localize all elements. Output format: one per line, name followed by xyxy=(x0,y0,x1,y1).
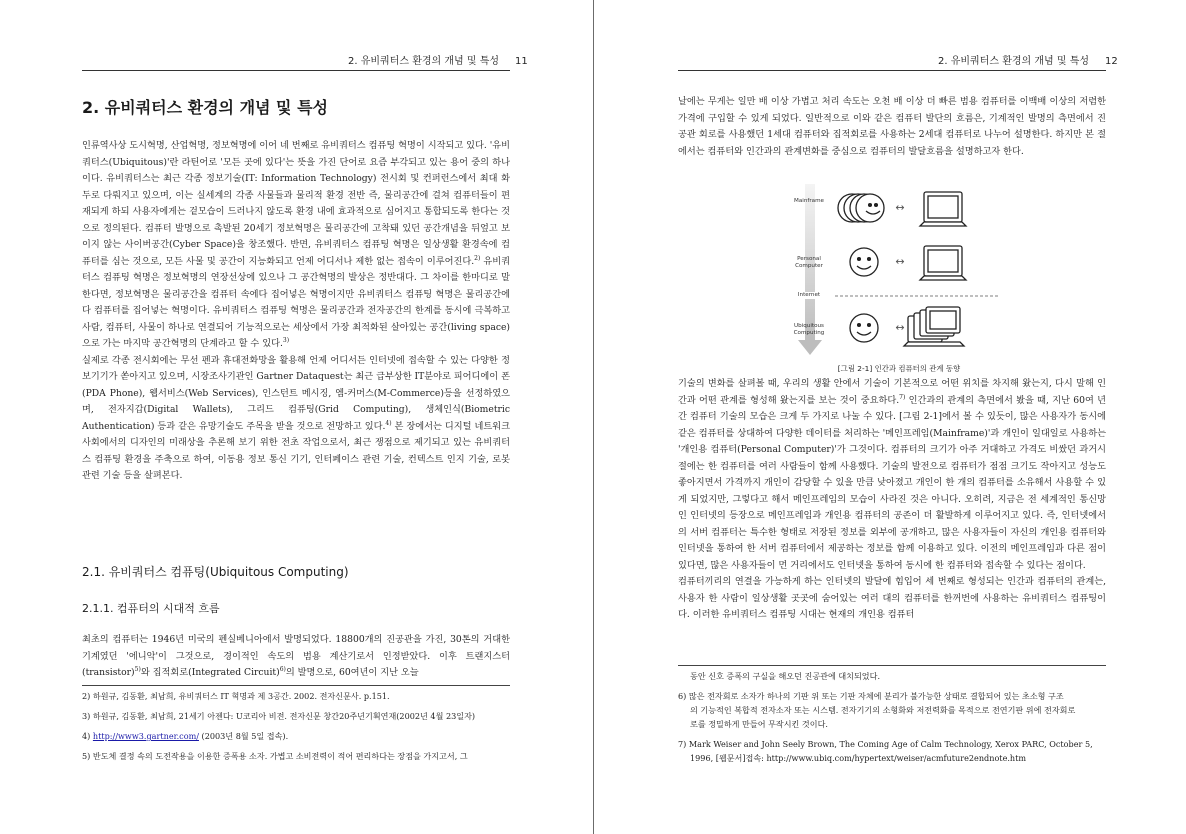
footnote-6-line2: 의 기능적인 복합적 전자소자 또는 시스템. 전자기기의 소형화와 저전력화를 목적으로 전연기판 위에 전자회로 xyxy=(690,705,1076,715)
footnote-ref[interactable]: 6) xyxy=(279,665,286,673)
figure-caption: [그림 2-1] 인간과 컴퓨터의 관계 동향 xyxy=(837,364,961,373)
intro-paragraph: 인류역사상 도시혁명, 산업혁명, 정보혁명에 이어 네 번째로 유비쿼터스 컴퓨팅 혁명이 시작되고 있다. '유비쿼터스(Ubiquitous)'란 라틴어로 '모든 곳에 있다'는 뜻을 가진 단어로 요즘 부각되고 있는 용어 중의 하나이다. 유비쿼터스는 최근 각종 정보기술(IT: Information Technology) 전시회 및 컨퍼런스에서 최대 화두로 다뤄지고 있으며, 이는 실세계의 각종 사물들과 물리적 환경 전반 즉, 물리공간에 걸쳐 컴퓨터들이 편재되게 하되 사용자에게는 겉모습이 드러나지 않도록 환경 내에 효과적으로 심어지고 통합되도록 한다는 것으로 정의된다. 컴퓨터 발명으로 촉발된 20세기 정보혁명은 물리공간에 고착돼 있던 공간개념을 뒤엎고 보이지 않는 사이버공간(Cyber Space)을 창조했다. 반면, 유비쿼터스 컴퓨팅 혁명은 일상생활 환경속에 컴퓨터를 심는 것으로, 모든 사물 및 공간이 지능화되고 언제 어디서나 제한 없는 접속이 이루어진다.$^{2)}$ 유비쿼터스 컴퓨팅 혁명은 정보혁명의 연장선상에 있으나 그 공간혁명의 발상은 정반대다. 그 차이를 한마디로 말한다면, 정보혁명은 물리공간을 컴퓨터 속에다 집어넣은 혁명이지만 유비쿼터스 컴퓨팅 혁명은 물리공간에다 컴퓨터를 집어넣는 혁명이다. 유비쿼터스 컴퓨팅 혁명은 물리공간과 전자공간의 한계를 동시에 극복하고 사람, 컴퓨터, 사물이 하나로 연결되어 기능적으로는 세상에서 가장 최적화된 살아있는 공간(living space)으로 가는 마지막 공간혁명의 단계라고 할 수 있다.$^{3)}$ 실제로 각종 전시회에는 무선 펜과 휴대전화망을 활용해 언제 어디서든 인터넷에 접속할 수 있는 다양한 정보기기가 쏟아지고 있으며, 시장조사기관인 Gartner Dataquest는 최근 급부상한 IT분야로 피어디에이 폰(PDA Phone), 웹서비스(Web Services), 인스턴트 메시징, 엠-커머스(M-Commerce)등을 선정하였으며, 전자지갑(Digital Wallets), 그리드 컴퓨팅(Grid Computing), 생체인식(Biometric Authentication) 등과 같은 유망기술도 주목을 받을 것으로 전망하고 있다.$^{4)}$ 본 장에서는 디지털 네트워크 사회에서의 디자인의 미래상을 추론해 보기 위한 전초 작업으로서, 최근 쟁점으로 제기되고 있는 유비쿼터스 컴퓨팅 환경을 주축으로 하여, 이동용 정보 통신 기기, 인터페이스 관련 기술, 컨텍스트 인지 기술, 로봇 관련 기술 등을 살펴본다. xyxy=(82,140,511,481)
header-rule xyxy=(82,70,510,71)
footnote-5-continued: 동안 신호 증폭의 구실을 해오던 진공관에 대치되었다. xyxy=(690,671,881,681)
relationship-paragraph: 기술의 변화를 살펴볼 때, 우리의 생활 안에서 기술이 기본적으로 어떤 위치를 차지해 왔는지, 다시 말해 인간과 어떤 관계를 형성해 왔는지를 보는 것이 중요하다.$^{7)}$ 인간과의 관계의 측면에서 봤을 때, 지난 60여 년간 컴퓨터 기술의 모습은 크게 두 가지로 나눌 수 있다. [그림 2-1]에서 볼 수 있듯이, 많은 사용자가 동시에 같은 컴퓨터를 상대하여 다양한 데이터를 처리하는 '메인프레임(Mainframe)'과 개인이 일대일로 사용하는 '개인용 컴퓨터(Personal Computer)'가 그것이다. 컴퓨터의 크기가 아주 거대하고 가격도 비쌌던 과거시절에는 한 컴퓨터를 여러 사람들이 함께 사용했다. 기술의 발전으로 컴퓨터가 점점 크기도 작아지고 성능도 좋아지면서 가격까지 개인이 감당할 수 있을 만큼 낮아졌고 개인이 한 개의 컴퓨터를 소유해서 사용할 수 있게 되었지만, 그렇다고 해서 메인프레임의 모습이 사라진 것은 아니다. 오히려, 지금은 전 세계적인 통신망인 인터넷의 등장으로 메인프레임과 개인용 컴퓨터의 공존이 더 활발하게 이루어지고 있다. 즉, 인터넷에서의 서버 컴퓨터는 특수한 형태로 저장된 정보를 외부에 공개하고, 많은 사용자들이 자신의 개인용 컴퓨터와 인터넷을 통하여 한 서버 컴퓨터에서 제공하는 정보를 함께 이용하고 있다. 이전의 메인프레임과 다른 점이 있다면, 많은 사용자들이 먼 거리에서도 인터넷을 통하여 동시에 한 컴퓨터와 접속할 수 있다는 점이다. 컴퓨터끼리의 연결을 가능하게 하는 인터넷의 발달에 힘입어 세 번째로 형성되는 인간과 컴퓨터의 관계는, 사용자 한 사람이 일상생활 곳곳에 숨어있는 여러 대의 컴퓨터를 한꺼번에 사용하는 유비쿼터스 컴퓨팅이다. 이러한 유비쿼터스 컴퓨팅 시대는 현재의 개인용 컴퓨터 xyxy=(678,378,1106,620)
section-title: 2. 유비쿼터스 환경의 개념 및 특성 xyxy=(82,98,328,117)
footnote-rule xyxy=(678,665,1106,666)
footnote-4: 4) http://www3.gartner.com/ (2003년 8월 5일 접속). xyxy=(82,731,289,741)
mainframe-users-icon xyxy=(838,194,884,222)
footnote-6-line3: 로를 정밀하게 만들어 무작시킨 것이다. xyxy=(690,719,828,729)
footnote-ref[interactable]: 4) xyxy=(385,419,392,427)
footnote-3: 3) 하원규, 김동환, 최남희, 21세기 아젠다: U코리아 비전. 전자신문 창간20주년기획연재(2002년 4월 23일자) xyxy=(82,711,476,721)
double-arrow-icon: ↔ xyxy=(895,255,905,268)
footnotes xyxy=(678,669,1106,765)
running-head-text: 2. 유비쿼터스 환경의 개념 및 특성 xyxy=(348,56,500,67)
subsubsection-heading: 2.1.1. 컴퓨터의 시대적 흐름 xyxy=(82,602,220,615)
page-number: 11 xyxy=(515,56,528,67)
personal-user-icon xyxy=(850,248,878,276)
page-number: 12 xyxy=(1105,56,1118,67)
gartner-link[interactable]: http://www3.gartner.com/ xyxy=(92,731,199,741)
footnote-ref[interactable]: 2) xyxy=(474,254,481,262)
footnote-ref[interactable]: 5) xyxy=(134,665,141,673)
history-paragraph: 최초의 컴퓨터는 1946년 미국의 펜실베니아에서 발명되었다. 18800개의 진공관을 가진, 30톤의 거대한 기계였던 '에니악'이 그것으로, 경이적인 속도의 범용 계산기로서 인정받았다. 이후 트랜지스터(transistor)$^{5)}$와 집적회로(Integrated Circuit)$^{6)}$의 발명으로, 60여년이 지난 오늘 xyxy=(82,634,510,678)
mainframe-computer-icon xyxy=(920,192,966,226)
subsection-heading: 2.1. 유비쿼터스 컴퓨팅(Ubiquitous Computing) xyxy=(82,565,349,579)
continuation-paragraph: 날에는 무게는 일만 배 이상 가볍고 처리 속도는 오천 배 이상 더 빠른 범용 컴퓨터를 이백배 이상의 저렴한 가격에 구입할 수 있게 되었다. 일반적으로 이와 같은 컴퓨터 발단의 흐름은, 기계적인 발명의 측면에서 진공관 회로를 사용했던 1세대 컴퓨터와 집적회로를 사용하는 2세대 컴퓨터로 나누어 설명한다. 하지만 본 절에서는 컴퓨터와 인간과의 관계변화를 중심으로 컴퓨터의 발달흐름을 설명하고자 한다. xyxy=(678,96,1106,157)
right-page xyxy=(594,0,1186,834)
ubiquitous-user-icon xyxy=(850,314,878,342)
footnote-rule xyxy=(82,685,510,686)
footnotes xyxy=(82,689,510,763)
figure-human-computer-relationship xyxy=(784,180,1014,358)
header-rule xyxy=(678,70,1106,71)
figure-label-personal-computer: Personal Computer xyxy=(795,256,823,269)
figure-label-ubiquitous-computing: Ubiquitous Computing xyxy=(793,323,825,336)
figure-label-internet: Internet xyxy=(784,292,834,299)
footnote-6: 6) 많은 전자회로 소자가 하나의 기판 위 또는 기판 자체에 분리가 불가능한 상태로 결합되어 있는 초소형 구조 xyxy=(678,691,1064,701)
footnote-ref[interactable]: 3) xyxy=(282,336,290,344)
footnote-7-line2: 1996, [웹문서]접속: http://www.ubiq.com/hypertext/weiser/acmfuture2endnote.htm xyxy=(690,753,1027,763)
running-head-text: 2. 유비쿼터스 환경의 개념 및 특성 xyxy=(938,56,1090,67)
running-head xyxy=(938,52,1118,67)
ubiquitous-computers-icon xyxy=(904,307,964,346)
footnote-7: 7) Mark Weiser and John Seely Brown, The Coming Age of Calm Technology, Xerox PARC, October 5, xyxy=(678,739,1093,749)
footnote-ref[interactable]: 7) xyxy=(899,393,906,401)
footnote-5: 5) 반도체 결정 속의 도전작용을 이용한 증폭용 소자. 가볍고 소비전력이 적어 편리하다는 장점을 가지고서, 그 xyxy=(82,751,468,761)
double-arrow-icon: ↔ xyxy=(895,321,905,334)
personal-computer-icon xyxy=(920,246,966,280)
double-arrow-icon: ↔ xyxy=(895,201,905,214)
footnote-2: 2) 하원규, 김동환, 최남희, 유비쿼터스 IT 혁명과 제 3공간. 2002. 전자신문사. p.151. xyxy=(82,691,390,701)
figure-label-mainframe: Mainframe xyxy=(794,198,824,204)
running-head xyxy=(348,52,528,67)
